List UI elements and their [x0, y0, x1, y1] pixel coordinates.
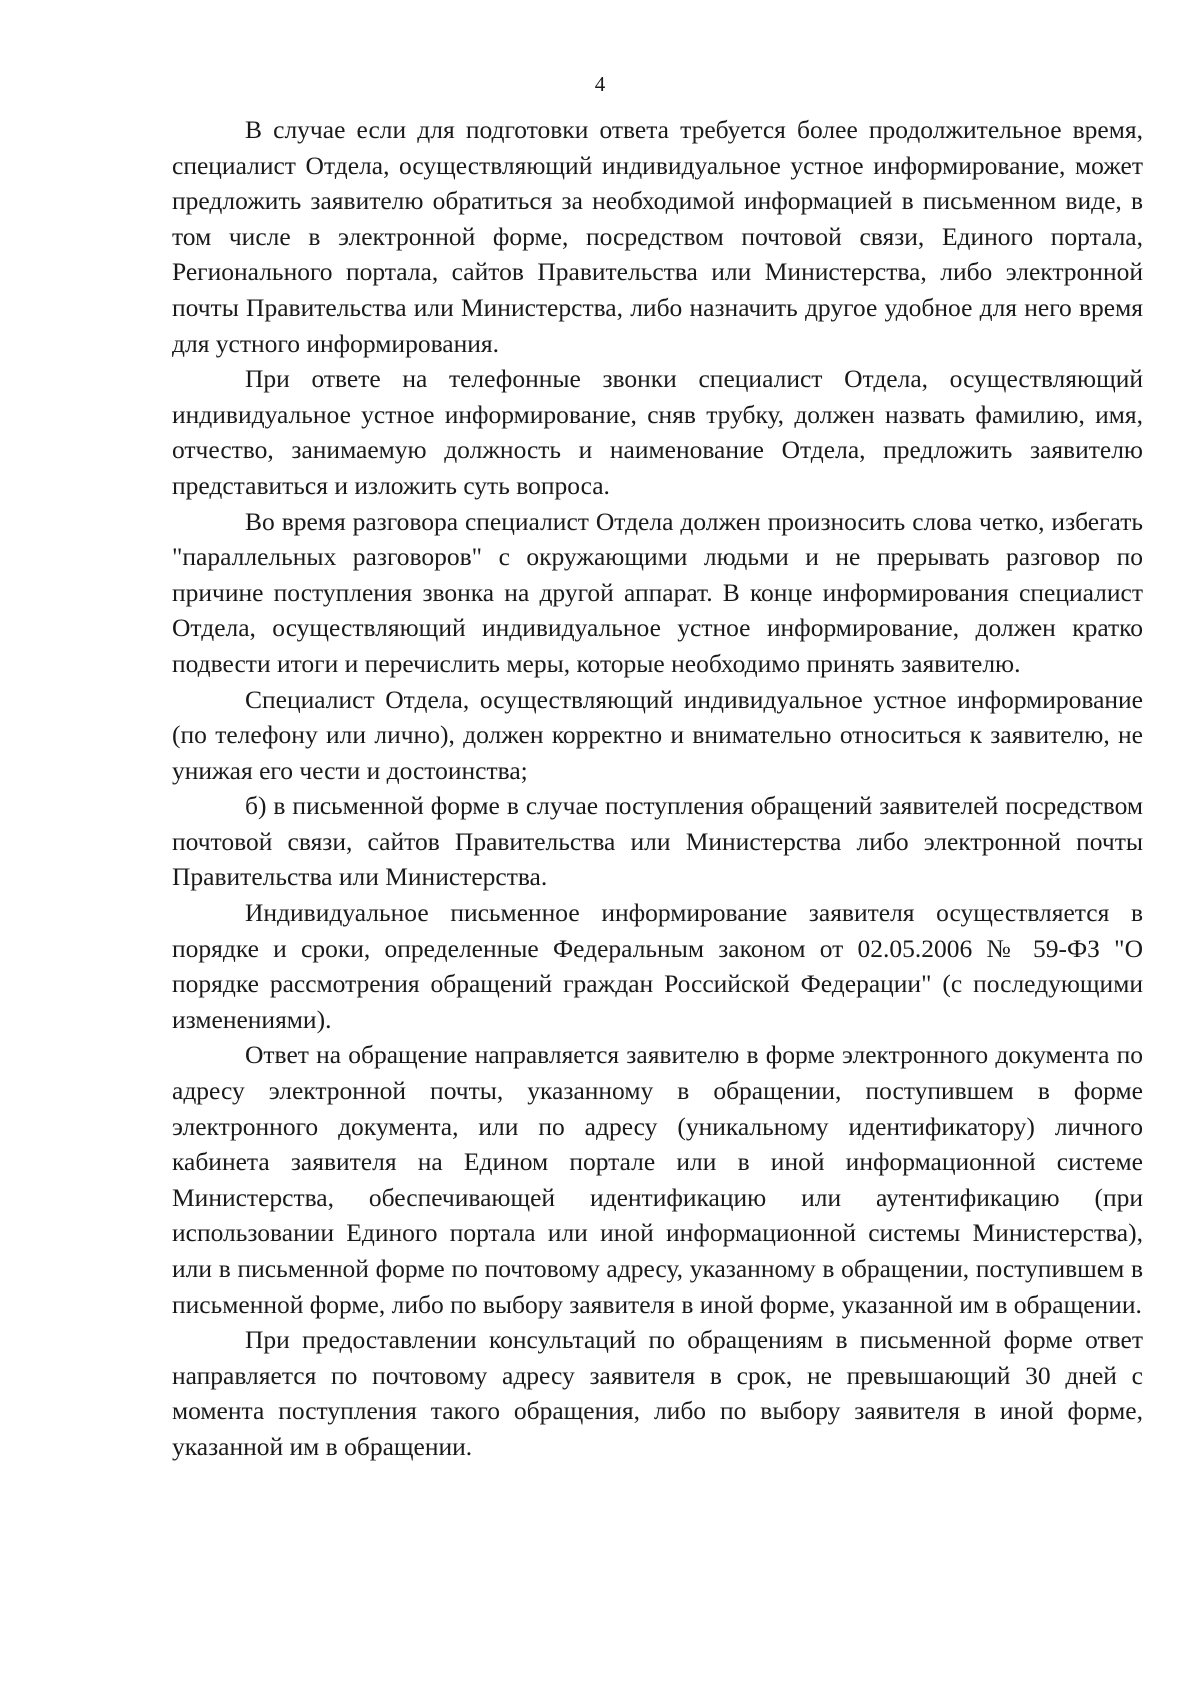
paragraph-consultation-deadline: При предоставлении консультаций по обращениям в письменной форме ответ направляется по почтовому адресу заявителя в срок, не превышающий 30 дней с момента поступления такого обращения, либо по выбору заявителя в иной форме, указанной им в обращении.: [172, 1325, 1143, 1461]
paragraph-time-extension: В случае если для подготовки ответа требуется более продолжительное время, специалист Отдела, осуществляющий индивидуальное устное информирование, может предложить заявителю обратиться за необходимой информацией в письменном виде, в том числе в электронной форме, посредством почтовой связи, Единого портала, Регионального портала, сайтов Правительства или Министерства, либо электронной почты Правительства или Министерства, либо назначить другое удобное для него время для устного информирования.: [172, 115, 1143, 358]
page-number: 4: [594, 72, 606, 96]
paragraph-response-delivery: Ответ на обращение направляется заявителю в форме электронного документа по адресу электронной почты, указанному в обращении, поступившем в форме электронного документа, или по адресу (уникальному идентификатору) личного кабинета заявителя на Едином портале или в иной информационной системе Министерства, обеспечивающей идентификацию или аутентификацию (при использовании Единого портала или иной информационной системы Министерства), или в письменной форме по почтовому адресу, указанному в обращении, поступившем в письменной форме, либо по выбору заявителя в иной форме, указанной им в обращении.: [172, 1040, 1143, 1319]
paragraph-politeness: Специалист Отдела, осуществляющий индивидуальное устное информирование (по телефону или лично), должен корректно и внимательно относиться к заявителю, не унижая его чести и достоинства;: [172, 684, 1143, 785]
paragraph-written-form: б) в письменной форме в случае поступления обращений заявителей посредством почтовой связи, сайтов Правительства или Министерства либо электронной почты Правительства или Министерства.: [172, 791, 1143, 892]
paragraph-conversation-rules: Во время разговора специалист Отдела должен произносить слова четко, избегать "параллельных разговоров" с окружающими людьми и не прерывать разговор по причине поступления звонка на другой аппарат. В конце информирования специалист Отдела, осуществляющий индивидуальное устное информирование, должен кратко подвести итоги и перечислить меры, которые необходимо принять заявителю.: [172, 506, 1143, 678]
document-body: [172, 112, 1143, 1465]
paragraph-written-informing: Индивидуальное письменное информирование заявителя осуществляется в порядке и сроки, определенные Федеральным законом от 02.05.2006 № 59-ФЗ "О порядке рассмотрения обращений граждан Российской Федерации" (с последующими изменениями).: [172, 898, 1143, 1034]
paragraph-phone-answer: При ответе на телефонные звонки специалист Отдела, осуществляющий индивидуальное устное информирование, сняв трубку, должен назвать фамилию, имя, отчество, занимаемую должность и наименование Отдела, предложить заявителю представиться и изложить суть вопроса.: [172, 364, 1143, 500]
